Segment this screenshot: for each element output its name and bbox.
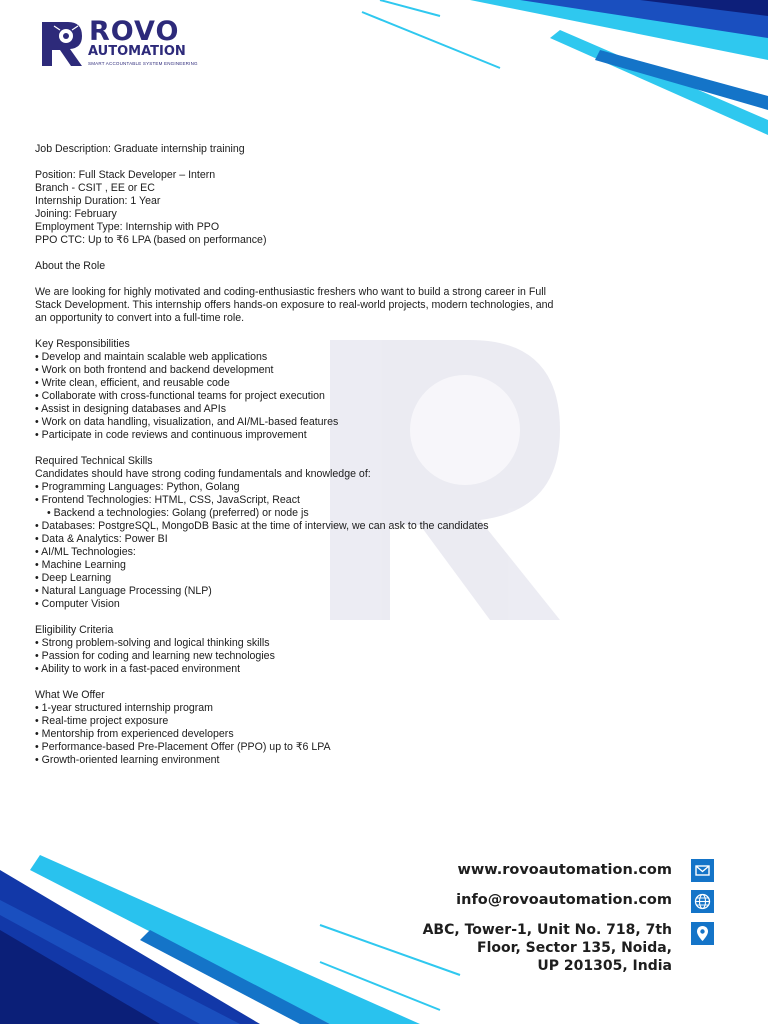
eligibility-heading: Eligibility Criteria	[35, 624, 114, 636]
list-item: • Write clean, efficient, and reusable code	[35, 377, 230, 389]
brand-subname: AUTOMATION	[88, 44, 186, 59]
address-line: Floor, Sector 135, Noida,	[477, 940, 672, 956]
company-logo	[40, 16, 210, 72]
logo-mark-icon	[40, 18, 86, 68]
offer-heading: What We Offer	[35, 689, 105, 701]
list-item: • Performance-based Pre-Placement Offer (PPO) up to ₹6 LPA	[35, 741, 331, 753]
list-item: • Deep Learning	[35, 572, 112, 584]
detail-joining: Joining: February	[35, 208, 117, 220]
list-item: • Machine Learning	[35, 559, 126, 571]
list-item: • 1-year structured internship program	[35, 702, 213, 714]
list-item: • Programming Languages: Python, Golang	[35, 481, 240, 493]
list-item: • Ability to work in a fast-paced environment	[35, 663, 241, 675]
list-item: • Work on both frontend and backend development	[35, 364, 274, 376]
list-item: • Real-time project exposure	[35, 715, 169, 727]
detail-position: Position: Full Stack Developer – Intern	[35, 169, 216, 181]
about-text: an opportunity to convert into a full-time role.	[35, 312, 245, 324]
brand-tagline: SMART ACCOUNTABLE SYSTEM ENGINEERING	[88, 61, 198, 66]
list-item: • Data & Analytics: Power BI	[35, 533, 168, 545]
mail-icon	[691, 859, 714, 882]
list-item: • Passion for coding and learning new technologies	[35, 650, 275, 662]
about-heading: About the Role	[35, 260, 106, 272]
job-description	[35, 143, 655, 767]
address-line: ABC, Tower-1, Unit No. 718, 7th	[422, 922, 672, 938]
list-item: • Strong problem-solving and logical thinking skills	[35, 637, 270, 649]
responsibilities-heading: Key Responsibilities	[35, 338, 130, 350]
list-item: • Work on data handling, visualization, and AI/ML-based features	[35, 416, 339, 428]
list-item: • Assist in designing databases and APIs	[35, 403, 226, 415]
list-item: • Frontend Technologies: HTML, CSS, JavaScript, React	[35, 494, 300, 506]
about-text: We are looking for highly motivated and coding-enthusiastic freshers who want to build a strong career in Full	[35, 286, 546, 298]
contact-website[interactable]: www.rovoautomation.com	[457, 862, 672, 878]
contact-address	[423, 921, 672, 975]
detail-duration: Internship Duration: 1 Year	[35, 195, 161, 207]
address-line: UP 201305, India	[537, 958, 672, 974]
list-item: • Computer Vision	[35, 598, 120, 610]
list-item: • Natural Language Processing (NLP)	[35, 585, 212, 597]
list-item: • Develop and maintain scalable web applications	[35, 351, 268, 363]
list-item: • AI/ML Technologies:	[35, 546, 136, 558]
list-item: • Collaborate with cross-functional teams for project execution	[35, 390, 325, 402]
detail-ppo-ctc: PPO CTC: Up to ₹6 LPA (based on performance)	[35, 234, 267, 246]
list-item: • Growth-oriented learning environment	[35, 754, 220, 766]
list-item: • Mentorship from experienced developers	[35, 728, 234, 740]
detail-branch: Branch - CSIT , EE or EC	[35, 182, 155, 194]
about-text: Stack Development. This internship offers hands-on exposure to real-world projects, modern technologies, and	[35, 299, 554, 311]
globe-icon	[691, 890, 714, 913]
document-title: Job Description: Graduate internship training	[35, 143, 245, 155]
list-item: • Participate in code reviews and continuous improvement	[35, 429, 307, 441]
skills-intro: Candidates should have strong coding fundamentals and knowledge of:	[35, 468, 371, 480]
contact-email[interactable]: info@rovoautomation.com	[456, 892, 672, 908]
brand-name: ROVO	[89, 16, 180, 47]
list-item: • Databases: PostgreSQL, MongoDB Basic at the time of interview, we can ask to the candidates	[35, 520, 489, 532]
list-item: • Backend a technologies: Golang (preferred) or node js	[47, 507, 309, 519]
detail-employment-type: Employment Type: Internship with PPO	[35, 221, 220, 233]
location-icon	[691, 922, 714, 945]
skills-heading: Required Technical Skills	[35, 455, 153, 467]
